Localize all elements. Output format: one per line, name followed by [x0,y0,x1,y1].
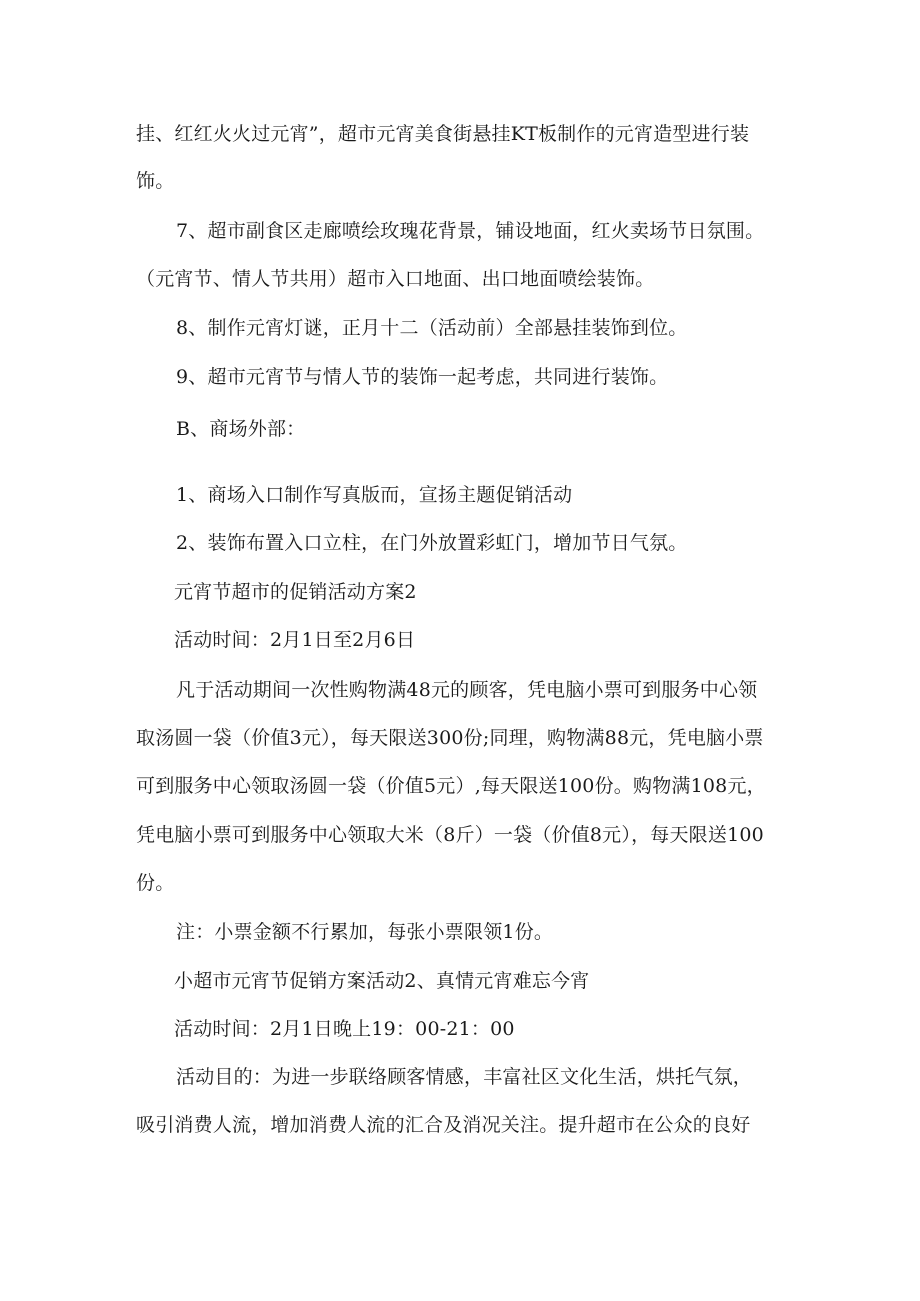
text-line: 活动时间：2月1日晚上19：00-21：00 [174,1018,515,1040]
text-line: 7、超市副食区走廊喷绘玫瑰花背景，铺设地面，红火卖场节日氛围。 [176,220,765,242]
text-line: 9、超市元宵节与情人节的装饰一起考虑，共同进行装饰。 [176,366,669,388]
text-line: 饰。 [136,170,175,192]
section-title: 小超市元宵节促销方案活动2、真情元宵难忘今宵 [174,970,590,992]
section-title: 元宵节超市的促销活动方案2 [174,581,417,603]
text-line: 份。 [136,872,175,894]
text-line: 挂、红红火火过元宵”，超市元宵美食街悬挂KT板制作的元宵造型进行装 [136,123,750,145]
text-line: 可到服务中心领取汤圆一袋（价值5元）,每天限送100份。购物满108元， [136,775,766,797]
section-heading: B、商场外部： [176,418,306,440]
text-line: （元宵节、情人节共用）超市入口地面、出口地面喷绘装饰。 [136,268,655,290]
text-line: 凭电脑小票可到服务中心领取大米（8斤）一袋（价值8元），每天限送100 [136,824,764,846]
text-line: 活动目的：为进一步联络顾客情感，丰富社区文化生活，烘托气氛， [176,1066,753,1088]
text-line: 8、制作元宵灯谜，正月十二（活动前）全部悬挂装饰到位。 [176,317,688,339]
text-line: 注：小票金额不行累加，每张小票限领1份。 [176,921,554,943]
text-line: 活动时间：2月1日至2月6日 [174,629,416,651]
text-line: 吸引消费人流，增加消费人流的汇合及消况关注。提升超市在公众的良好 [136,1114,751,1136]
text-line: 取汤圆一袋（价值3元），每天限送300份;同理，购物满88元，凭电脑小票 [136,727,764,749]
text-line: 凡于活动期间一次性购物满48元的顾客，凭电脑小票可到服务中心领 [176,679,758,701]
text-line: 1、商场入口制作写真版而，宣扬主题促销活动 [176,484,573,506]
text-line: 2、装饰布置入口立柱，在门外放置彩虹门，增加节日气氛。 [176,532,688,554]
